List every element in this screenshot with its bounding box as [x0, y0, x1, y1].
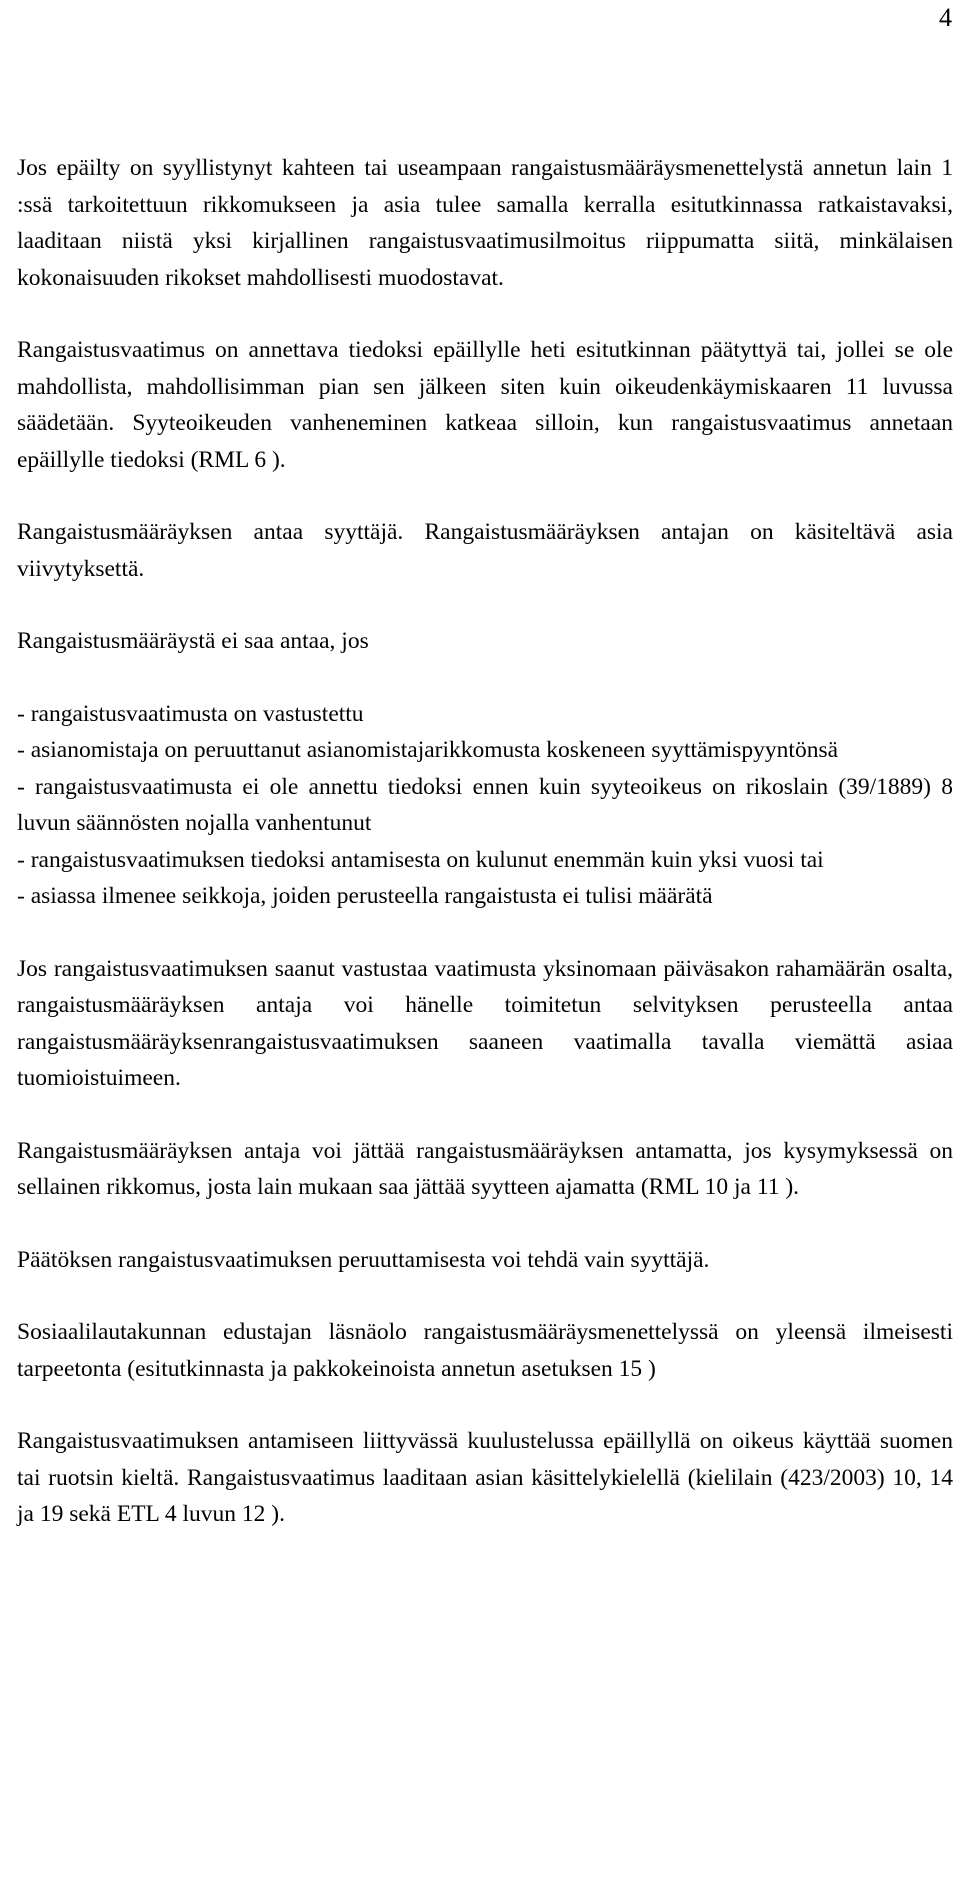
list-item: - rangaistusvaatimuksen tiedoksi antamisesta on kulunut enemmän kuin yksi vuosi tai: [17, 846, 824, 873]
list-item: - asiassa ilmenee seikkoja, joiden perusteella rangaistusta ei tulisi määrätä: [17, 883, 713, 909]
document-body: [17, 150, 953, 1569]
paragraph-issuer: Rangaistusmääräyksen antaa syyttäjä. Rangaistusmääräyksen antajan on käsiteltävä asia viivytyksettä.: [17, 519, 953, 582]
paragraph-social-board: Sosiaalilautakunnan edustajan läsnäolo rangaistusmääräysmenettelyssä on yleensä ilmeisesti tarpeetonta (esitutkinnasta ja pakkokeinoista annetun asetuksen 15 ): [17, 1319, 953, 1382]
paragraph-withdrawal: Päätöksen rangaistusvaatimuksen peruuttamisesta voi tehdä vain syyttäjä.: [17, 1246, 710, 1273]
list-item: - rangaistusvaatimusta ei ole annettu tiedoksi ennen kuin syyteoikeus on rikoslain (39/1889) 8 luvun säännösten nojalla vanhentunut: [17, 773, 953, 836]
paragraph-multiple-offenses: Jos epäilty on syyllistynyt kahteen tai useampaan rangaistusmääräysmenettelystä annetun lain 1 :ssä tarkoitettuun rikkomukseen ja asia tulee samalla kerralla esitutkinnassa ratkaistavaksi, laaditaan niistä yksi kirjallinen rangaistusvaatimusilmoitus riippumatta siitä, minkälaisen kokonaisuuden rikokset mahdollisesti muodostavat.: [17, 155, 953, 291]
paragraph-waiver: Rangaistusmääräyksen antaja voi jättää rangaistusmääräyksen antamatta, jos kysymyksessä on sellainen rikkomus, josta lain mukaan saa jättää syytteen ajamatta (RML 10 ja 11 ).: [17, 1137, 953, 1200]
paragraph-service-of-demand: Rangaistusvaatimus on annettava tiedoksi epäillylle heti esitutkinnan päätyttyä tai, jollei se ole mahdollista, mahdollisimman pian sen jälkeen siten kuin oikeudenkäymiskaaren 11 luvussa säädetään. Syyteoikeuden vanheneminen katkeaa silloin, kun rangaistusvaatimus annetaan epäillylle tiedoksi (RML 6 ).: [17, 337, 953, 473]
list-item: - rangaistusvaatimusta on vastustettu: [17, 700, 364, 727]
conditions-list: [17, 696, 953, 915]
paragraph-conditions-intro: Rangaistusmääräystä ei saa antaa, jos: [17, 628, 369, 654]
list-item: - asianomistaja on peruuttanut asianomistajarikkomusta koskeneen syyttämispyyntönsä: [17, 737, 839, 763]
paragraph-language: Rangaistusvaatimuksen antamiseen liittyvässä kuulustelussa epäillyllä on oikeus käyttää suomen tai ruotsin kieltä. Rangaistusvaatimus laaditaan asian käsittelykielellä (kielilain (423/2003) 10, 14 ja 19 sekä ETL 4 luvun 12 ).: [17, 1428, 953, 1527]
page-number: 4: [939, 3, 952, 32]
paragraph-day-fine-objection: Jos rangaistusvaatimuksen saanut vastustaa vaatimusta yksinomaan päiväsakon rahamäärän osalta, rangaistusmääräyksen antaja voi hänelle toimitetun selvityksen perusteella antaa rangaistusmääräyksenrangaistusvaatimuksen saaneen vaatimalla tavalla viemättä asiaa tuomioistuimeen.: [17, 955, 953, 1091]
